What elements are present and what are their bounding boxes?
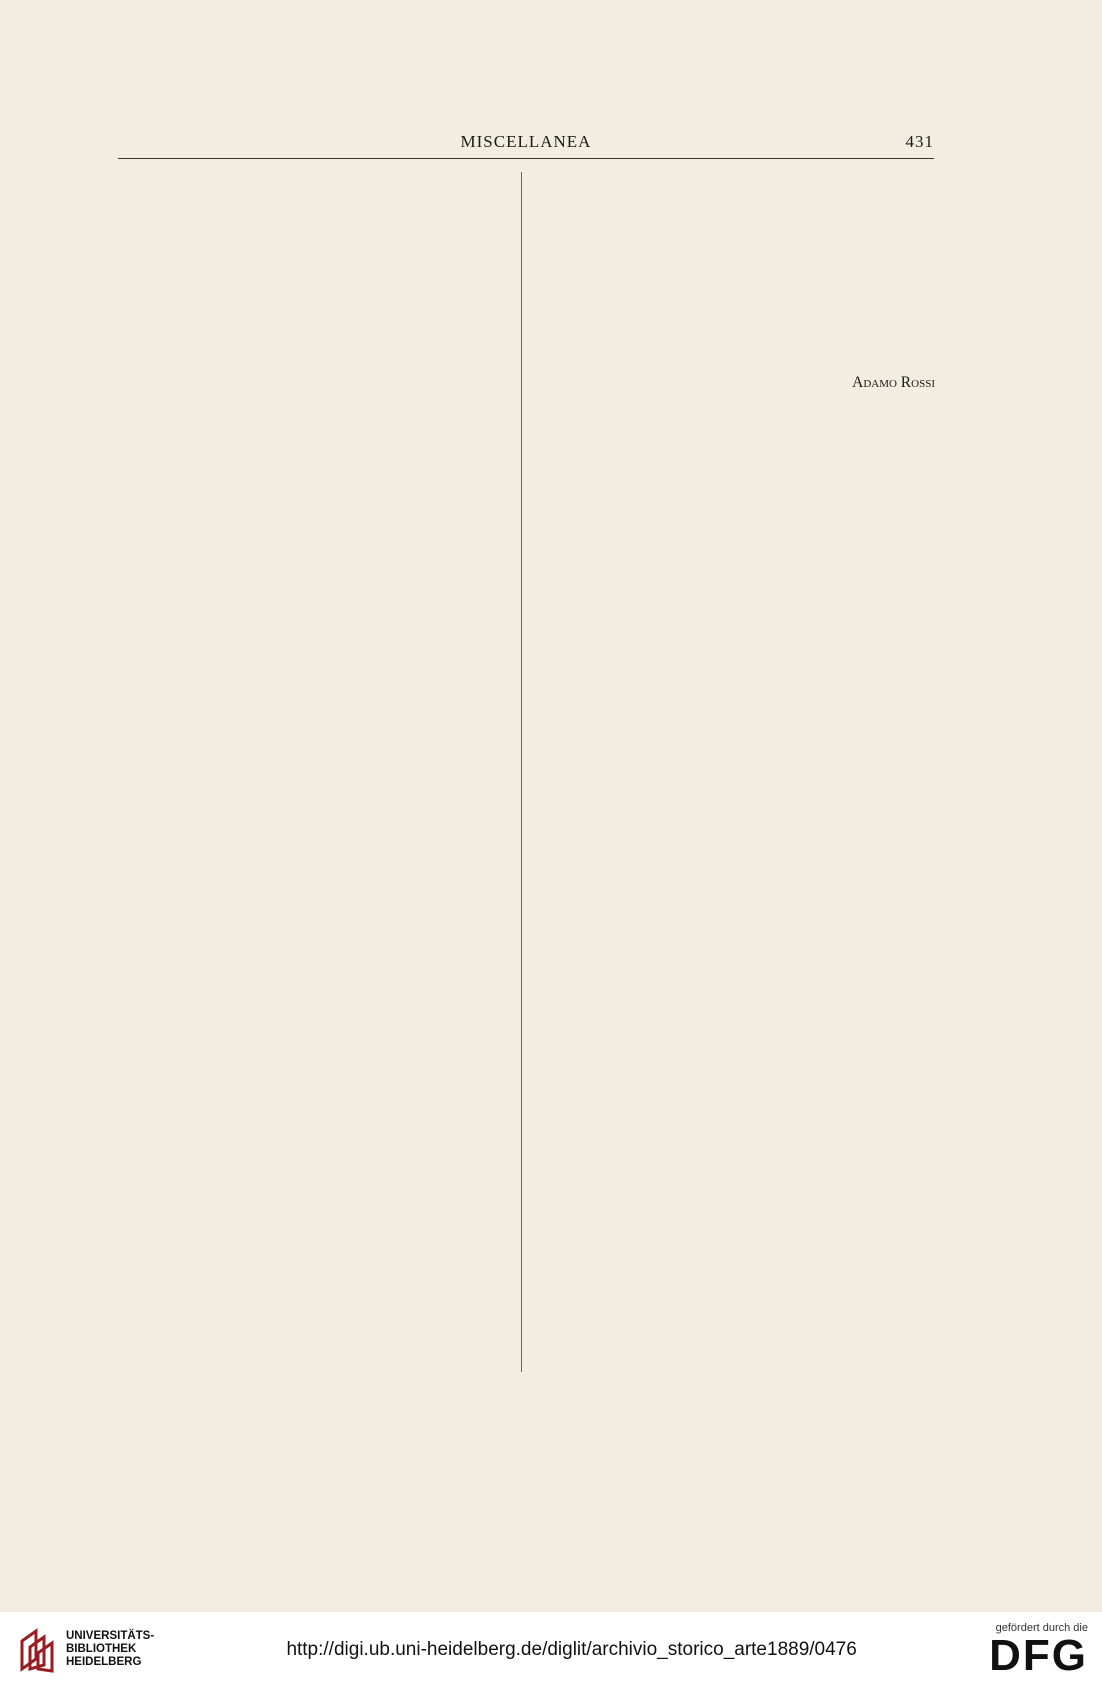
paragraph <box>112 297 512 318</box>
paragraph <box>112 397 512 418</box>
running-head <box>118 132 934 152</box>
paragraph <box>112 172 512 193</box>
dfg-logo: DFG <box>989 1630 1088 1680</box>
right-column <box>535 172 935 541</box>
paragraph <box>535 466 935 487</box>
paragraph <box>535 416 935 437</box>
footnote <box>112 1334 512 1348</box>
paragraph <box>535 197 935 218</box>
paragraph <box>112 447 512 468</box>
paragraph <box>112 272 512 293</box>
footnote <box>112 1318 512 1332</box>
library-emblem-icon <box>18 1627 56 1673</box>
paragraph <box>112 347 512 368</box>
paragraph <box>535 272 935 293</box>
left-column <box>112 172 512 472</box>
paragraph <box>112 422 512 443</box>
author-signature: Adamo Rossi <box>852 374 935 391</box>
paragraph <box>535 322 935 343</box>
footnotes <box>112 1318 512 1350</box>
paragraph <box>535 247 935 268</box>
column-divider <box>521 172 522 1372</box>
paragraph <box>112 222 512 243</box>
page-number: 431 <box>905 132 934 151</box>
paragraph <box>535 297 935 318</box>
header-rule <box>118 158 934 159</box>
paragraph <box>112 372 512 393</box>
paragraph <box>535 491 935 512</box>
funder-caption: gefördert durch die <box>995 1621 1088 1634</box>
paragraph <box>112 197 512 218</box>
paragraph <box>112 247 512 268</box>
document-url-link[interactable]: http://digi.ub.uni-heidelberg.de/diglit/archivio_storico_arte1889/0476 <box>286 1638 857 1660</box>
library-logo[interactable] <box>0 1627 154 1673</box>
paragraph <box>535 516 935 537</box>
paragraph <box>535 222 935 243</box>
paragraph <box>112 322 512 343</box>
library-name: UNIVERSITÄTS- BIBLIOTHEK HEIDELBERG <box>66 1630 155 1668</box>
funder-logo[interactable] <box>989 1622 1102 1678</box>
paragraph <box>535 172 935 193</box>
running-title: MISCELLANEA <box>460 132 592 151</box>
paragraph <box>535 441 935 462</box>
paragraph <box>535 347 935 368</box>
viewer-footer <box>0 1612 1102 1687</box>
